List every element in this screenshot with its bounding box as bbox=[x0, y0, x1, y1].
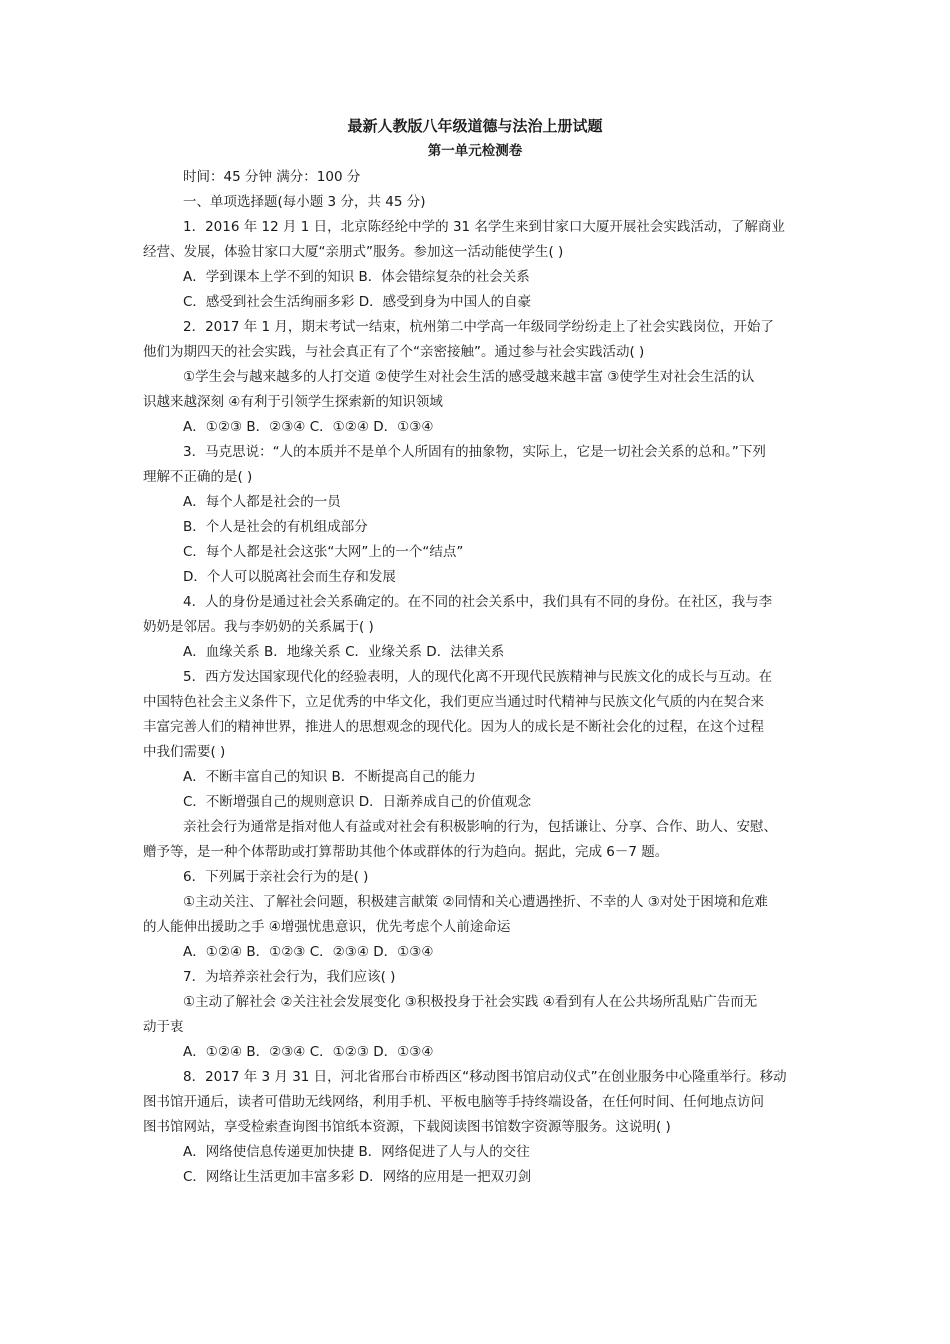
text-line: 8．2017 年 3 月 31 日，河北省邢台市桥西区“移动图书馆启动仪式”在创业服务中心隆重举行。移动 bbox=[183, 1069, 787, 1085]
text-line: 图书馆开通后，读者可借助无线网络，利用手机、平板电脑等手持终端设备，在任何时间、任何地点访问 bbox=[143, 1094, 764, 1110]
text-line: 识越来越深刻 ④有利于引领学生探索新的知识领域 bbox=[143, 394, 443, 410]
text-line: 中国特色社会主义条件下，立足优秀的中华文化，我们更应当通过时代精神与民族文化气质的内在契合来 bbox=[143, 694, 764, 710]
document-body bbox=[143, 165, 807, 1190]
text-line: A．学到课本上学不到的知识 B．体会错综复杂的社会关系 bbox=[183, 269, 530, 285]
text-line: 中我们需要( ) bbox=[143, 744, 226, 760]
text-line: 1．2016 年 12 月 1 日，北京陈经纶中学的 31 名学生来到甘家口大厦开展社会实践活动，了解商业 bbox=[183, 219, 785, 235]
text-line: ①主动关注、了解社会问题，积极建言献策 ②同情和关心遭遇挫折、不幸的人 ③对处于困境和危难 bbox=[183, 894, 768, 910]
text-line: 丰富完善人们的精神世界，推进人的思想观念的现代化。因为人的成长是不断社会化的过程，在这个过程 bbox=[143, 719, 764, 735]
text-line: 6．下列属于亲社会行为的是( ) bbox=[183, 869, 369, 885]
text-line: A．网络使信息传递更加快捷 B．网络促进了人与人的交往 bbox=[183, 1144, 530, 1160]
text-line: D．个人可以脱离社会而生存和发展 bbox=[183, 569, 396, 585]
document-subtitle: 第一单元检测卷 bbox=[427, 143, 523, 159]
text-line: 亲社会行为通常是指对他人有益或对社会有积极影响的行为，包括谦让、分享、合作、助人、安慰、 bbox=[183, 819, 777, 835]
text-line: 经营、发展，体验甘家口大厦“亲朋式”服务。参加这一活动能使学生( ) bbox=[143, 244, 564, 260]
text-line: A．不断丰富自己的知识 B．不断提高自己的能力 bbox=[183, 769, 476, 785]
text-line: A．血缘关系 B．地缘关系 C．业缘关系 D．法律关系 bbox=[183, 644, 505, 660]
text-line: 一、单项选择题(每小题 3 分，共 45 分) bbox=[183, 194, 426, 210]
text-line: A．①②④ B．②③④ C．①②③ D．①③④ bbox=[183, 1044, 434, 1060]
text-line: C．感受到社会生活绚丽多彩 D．感受到身为中国人的自豪 bbox=[183, 294, 532, 310]
text-line: 图书馆网站，享受检索查询图书馆纸本资源，下载阅读图书馆数字资源等服务。这说明( ) bbox=[143, 1119, 671, 1135]
text-line: B．个人是社会的有机组成部分 bbox=[183, 519, 368, 535]
text-line: 奶奶是邻居。我与李奶奶的关系属于( ) bbox=[143, 619, 374, 635]
text-line: 他们为期四天的社会实践，与社会真正有了个“亲密接触”。通过参与社会实践活动( ) bbox=[143, 344, 645, 360]
text-line: C．每个人都是社会这张“大网”上的一个“结点” bbox=[183, 544, 464, 560]
text-line: A．①②③ B．②③④ C．①②④ D．①③④ bbox=[183, 419, 434, 435]
text-line: ①学生会与越来越多的人打交道 ②使学生对社会生活的感受越来越丰富 ③使学生对社会生活的认 bbox=[183, 369, 755, 385]
document-title: 最新人教版八年级道德与法治上册试题 bbox=[347, 117, 603, 135]
text-line: 3．马克思说：“人的本质并不是单个人所固有的抽象物，实际上，它是一切社会关系的总和。”下列 bbox=[183, 444, 766, 460]
text-line: 5．西方发达国家现代化的经验表明，人的现代化离不开现代民族精神与民族文化的成长与互动。在 bbox=[183, 669, 773, 685]
text-line: 理解不正确的是( ) bbox=[143, 469, 253, 485]
text-line: 赠予等，是一种个体帮助或打算帮助其他个体或群体的行为趋向。据此，完成 6－7 题。 bbox=[143, 844, 669, 860]
text-line: A．①②④ B．①②③ C．②③④ D．①③④ bbox=[183, 944, 434, 960]
text-line: C．不断增强自己的规则意识 D．日渐养成自己的价值观念 bbox=[183, 794, 532, 810]
text-line: ①主动了解社会 ②关注社会发展变化 ③积极投身于社会实践 ④看到有人在公共场所乱贴广告而无 bbox=[183, 994, 758, 1010]
text-line: 2．2017 年 1 月，期末考试一结束，杭州第二中学高一年级同学纷纷走上了社会实践岗位，开始了 bbox=[183, 319, 774, 335]
text-line: 7．为培养亲社会行为，我们应该( ) bbox=[183, 969, 396, 985]
text-line: 动于衷 bbox=[143, 1019, 184, 1035]
text-line: 时间：45 分钟 满分：100 分 bbox=[183, 169, 361, 185]
text-line: 4．人的身份是通过社会关系确定的。在不同的社会关系中，我们具有不同的身份。在社区，我与李 bbox=[183, 594, 773, 610]
text-line: C．网络让生活更加丰富多彩 D．网络的应用是一把双刃剑 bbox=[183, 1169, 532, 1185]
text-line: 的人能伸出援助之手 ④增强忧患意识，优先考虑个人前途命运 bbox=[143, 919, 511, 935]
text-line: A．每个人都是社会的一员 bbox=[183, 494, 341, 510]
